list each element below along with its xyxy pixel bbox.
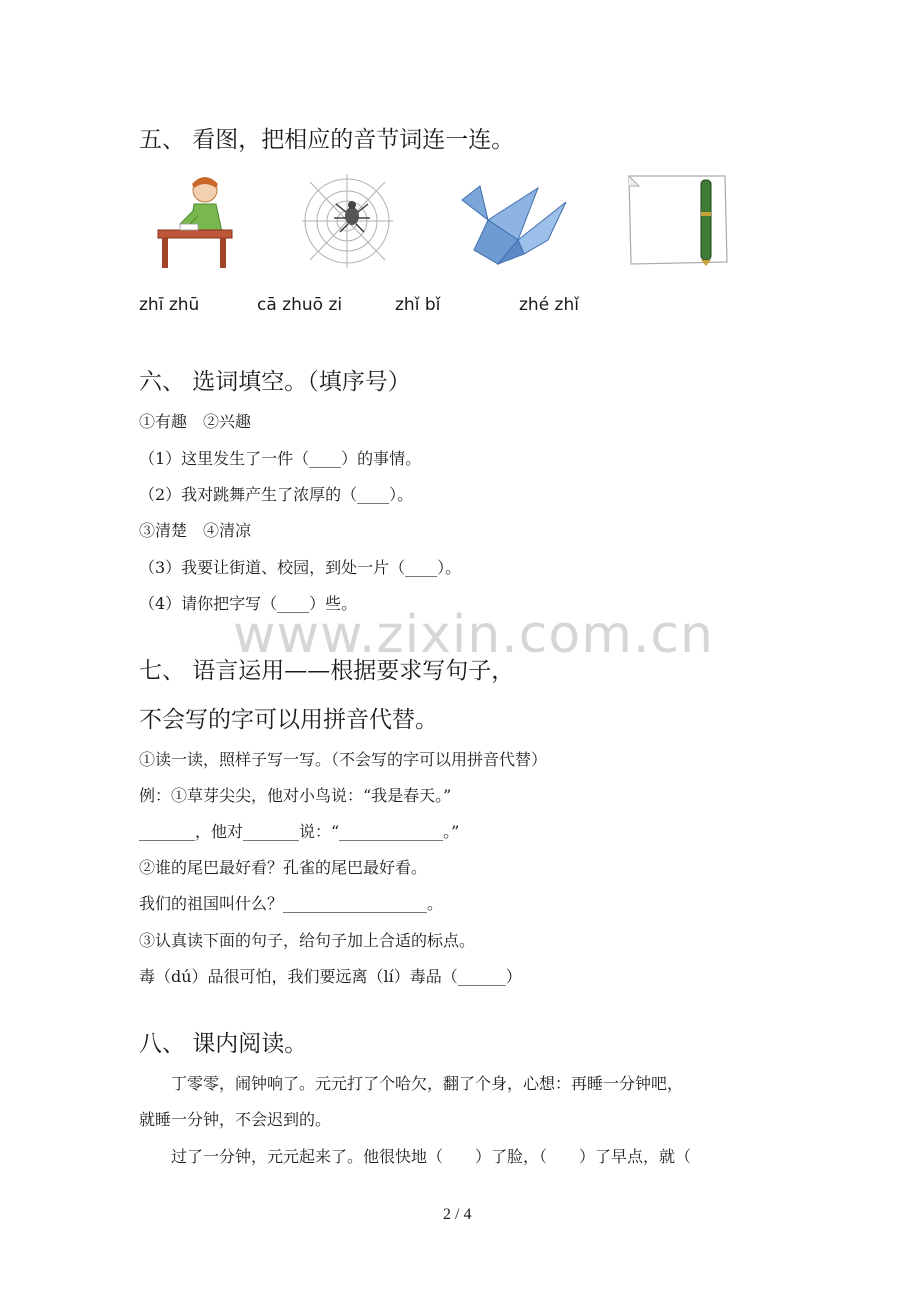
spider-web-image bbox=[300, 172, 395, 270]
child-at-desk-image bbox=[150, 172, 236, 272]
s7-fill-blank-1: _______，他对_______说：“_____________。” bbox=[139, 822, 460, 841]
paper-crane-image bbox=[458, 180, 570, 272]
s7-example: 例：①草芽尖尖，他对小鸟说：“我是春天。” bbox=[139, 786, 452, 805]
s7-fill-blank-2: 我们的祖国叫什么？__________________。 bbox=[139, 894, 444, 913]
s7-punctuation: 毒（dú）品很可怕，我们要远离（lí）毒品（______） bbox=[139, 967, 522, 986]
pinyin-zhibi: zhǐ bǐ bbox=[395, 295, 441, 315]
pinyin-zhizhu: zhī zhū bbox=[139, 295, 200, 315]
section-7-title-line2: 不会写的字可以用拼音代替。 bbox=[139, 707, 438, 733]
options-2: ③清楚 ④清凉 bbox=[139, 521, 252, 540]
s7-line-1: ①读一读，照样子写一写。（不会写的字可以用拼音代替） bbox=[139, 750, 548, 769]
pinyin-zhezhi: zhé zhǐ bbox=[519, 295, 579, 315]
paper-pen-image bbox=[625, 172, 731, 266]
reading-para-2: 过了一分钟，元元起来了。他很快地（ ）了脸，（ ）了早点，就（ bbox=[171, 1147, 692, 1166]
question-3: （3）我要让街道、校园，到处一片（____）。 bbox=[139, 558, 462, 577]
s7-line-4: ②谁的尾巴最好看？孔雀的尾巴最好看。 bbox=[139, 858, 428, 877]
question-2: （2）我对跳舞产生了浓厚的（____）。 bbox=[139, 485, 414, 504]
section-8-title: 八、 课内阅读。 bbox=[139, 1031, 308, 1057]
question-4: （4）请你把字写（____）些。 bbox=[139, 594, 358, 613]
section-5-title: 五、 看图，把相应的音节词连一连。 bbox=[139, 127, 515, 153]
pinyin-cazhuozi: cā zhuō zi bbox=[257, 295, 343, 315]
section-6-title: 六、 选词填空。（填序号） bbox=[139, 369, 411, 395]
options-1: ①有趣 ②兴趣 bbox=[139, 412, 252, 431]
section-7-title-line1: 七、 语言运用——根据要求写句子， bbox=[139, 658, 515, 684]
page-number: 2 / 4 bbox=[443, 1206, 472, 1223]
question-1: （1）这里发生了一件（____）的事情。 bbox=[139, 449, 422, 468]
s7-line-6: ③认真读下面的句子，给句子加上合适的标点。 bbox=[139, 931, 476, 950]
watermark: www.zixin.com.cn bbox=[233, 605, 714, 665]
reading-para-1b: 就睡一分钟，不会迟到的。 bbox=[139, 1110, 332, 1129]
reading-para-1a: 丁零零，闹钟响了。元元打了个哈欠，翻了个身，心想：再睡一分钟吧， bbox=[171, 1074, 684, 1093]
